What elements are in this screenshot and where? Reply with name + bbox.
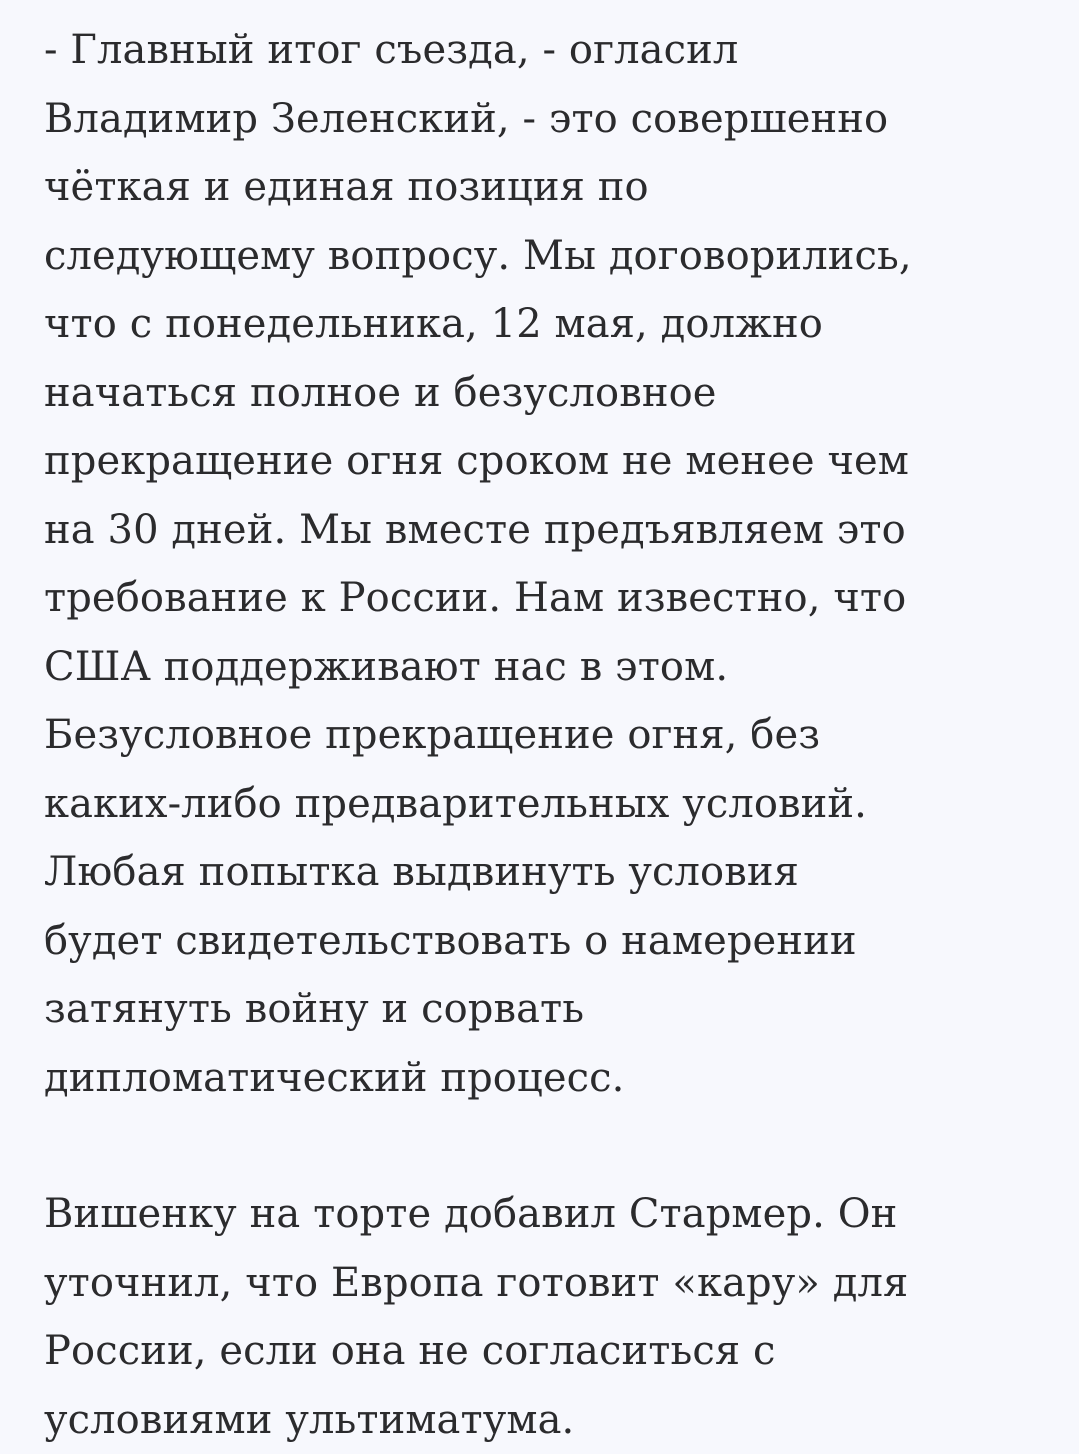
text-line: Владимир Зеленский, - это совершенно xyxy=(44,85,1059,154)
text-line: начаться полное и безусловное xyxy=(44,359,1059,428)
text-line: будет свидетельствовать о намерении xyxy=(44,907,1059,976)
text-line: США поддерживают нас в этом. xyxy=(44,633,1059,702)
text-line: требование к России. Нам известно, что xyxy=(44,564,1059,633)
text-line: следующему вопросу. Мы договорились, xyxy=(44,222,1059,291)
text-line: чёткая и единая позиция по xyxy=(44,153,1059,222)
text-line: Вишенку на торте добавил Стармер. Он xyxy=(44,1180,1059,1249)
quote-paragraph xyxy=(44,16,1059,1112)
text-line: каких-либо предварительных условий. xyxy=(44,770,1059,839)
text-line: Любая попытка выдвинуть условия xyxy=(44,838,1059,907)
text-line: затянуть войну и сорвать xyxy=(44,975,1059,1044)
text-line: прекращение огня сроком не менее чем xyxy=(44,427,1059,496)
text-line: уточнил, что Европа готовит «кару» для xyxy=(44,1249,1059,1318)
text-line: дипломатический процесс. xyxy=(44,1044,1059,1113)
text-line: - Главный итог съезда, - огласил xyxy=(44,16,1059,85)
text-line: Безусловное прекращение огня, без xyxy=(44,701,1059,770)
text-line: на 30 дней. Мы вместе предъявляем это xyxy=(44,496,1059,565)
text-line: что с понедельника, 12 мая, должно xyxy=(44,290,1059,359)
text-line: условиями ультиматума. xyxy=(44,1386,1059,1454)
commentary-paragraph xyxy=(44,1180,1059,1454)
text-line: России, если она не согласиться с xyxy=(44,1317,1059,1386)
